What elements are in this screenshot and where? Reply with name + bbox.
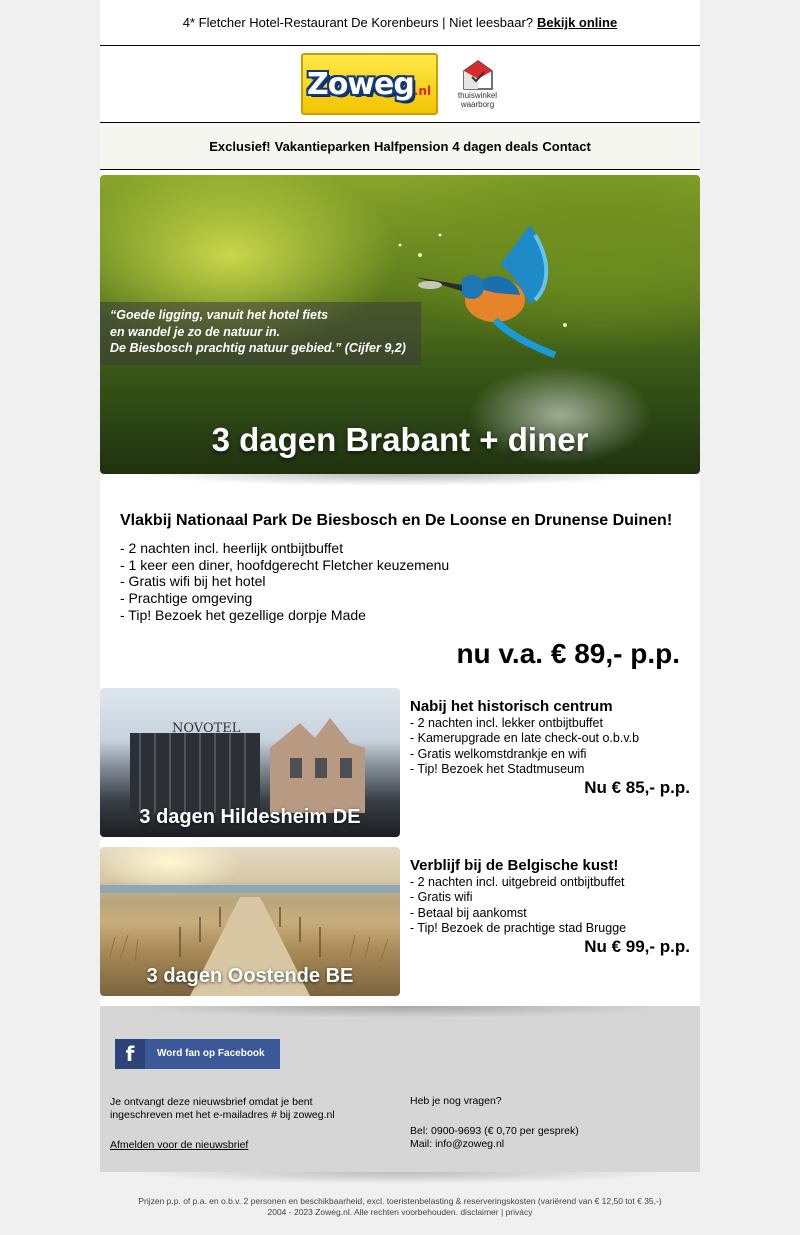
hildesheim-details [400, 688, 700, 837]
facebook-fan-button[interactable] [115, 1039, 280, 1069]
newsletter-text: ingeschreven met het e-mailadres # bij zoweg.nl [110, 1108, 335, 1121]
deal-hildesheim[interactable] [100, 688, 700, 837]
list-item: - Gratis wifi bij het hotel [120, 573, 266, 590]
newsletter-info [110, 1096, 370, 1152]
main-deal-heading: Vlakbij Nationaal Park De Biesbosch en De Loonse en Drunense Duinen! [120, 512, 673, 529]
divider-shadow [100, 474, 700, 504]
list-item: - Gratis wifi [410, 890, 473, 905]
deal-heading: Verblijf bij de Belgische kust! [410, 856, 619, 874]
main-deal [100, 504, 700, 688]
list-item: - 2 nachten incl. uitgebreid ontbijtbuffet [410, 874, 625, 889]
list-item: - 2 nachten incl. heerlijk ontbijtbuffet [120, 540, 344, 556]
nav-halfpension[interactable]: Halfpension [374, 138, 449, 154]
legal-footer [100, 1196, 700, 1218]
newsletter-text: Je ontvangt deze nieuwsbrief omdat je bent [110, 1095, 313, 1108]
preheader [100, 0, 700, 46]
privacy-link[interactable]: privacy [505, 1207, 533, 1217]
quote-line: en wandel je zo de natuur in. [110, 324, 281, 339]
house-icon [461, 59, 495, 91]
nav-vakantieparken[interactable]: Vakantieparken [274, 138, 371, 154]
copyright-line [100, 1207, 700, 1218]
oostende-caption: 3 dagen Oostende BE [146, 964, 354, 987]
footer [100, 1006, 700, 1196]
quote-line: De Biesbosch prachtig natuur gebied.” (Cijfer 9,2) [110, 341, 406, 355]
list-item: - Gratis welkomstdrankje en wifi [410, 746, 587, 761]
list-item: - Tip! Bezoek het gezellige dorpje Made [120, 606, 366, 623]
facebook-label: Word fan op Facebook [157, 1048, 265, 1060]
mail-text[interactable]: Mail: info@zoweg.nl [410, 1137, 505, 1150]
hero-banner[interactable] [100, 175, 700, 474]
hotel-sign: NOVOTEL [172, 720, 241, 736]
list-item: - Kamerupgrade en late check-out o.b.v.b [410, 731, 640, 746]
contact-info [410, 1095, 690, 1151]
logo-brand: Zoweg [306, 66, 414, 102]
thuiswinkel-badge[interactable] [456, 59, 500, 109]
divider-shadow [100, 1006, 700, 1030]
divider-shadow [100, 1172, 700, 1196]
badge-line1: thuiswinkel [457, 91, 498, 100]
facebook-icon: f [115, 1039, 145, 1069]
deal-price[interactable]: Nu € 99,- p.p. [584, 936, 690, 956]
logo-tld: .nl [413, 84, 432, 98]
nav-exclusief[interactable]: Exclusief! [209, 138, 271, 154]
zoweg-logo[interactable] [301, 53, 438, 115]
list-item: - 2 nachten incl. lekker ontbijtbuffet [410, 715, 603, 730]
separator: | [500, 1207, 504, 1217]
hildesheim-caption: 3 dagen Hildesheim DE [139, 805, 361, 828]
deal-oostende[interactable] [100, 847, 700, 996]
copyright-text: 2004 - 2023 Zoweg.nl. Alle rechten voorbehouden. [267, 1207, 458, 1217]
main-deal-bullets [120, 540, 680, 624]
main-nav [100, 123, 700, 170]
main-deal-price[interactable]: nu v.a. € 89,- p.p. [456, 637, 680, 669]
deal-price[interactable]: Nu € 85,- p.p. [584, 777, 690, 797]
quote-line: “Goede ligging, vanuit het hotel fiets [110, 308, 329, 322]
newsletter [100, 0, 700, 1196]
questions-text: Heb je nog vragen? [410, 1094, 502, 1107]
oostende-details [400, 847, 700, 996]
hildesheim-image[interactable] [100, 688, 400, 837]
badge-line2: waarborg [460, 100, 495, 109]
disclaimer-link[interactable]: disclaimer [460, 1207, 499, 1217]
nav-4-dagen-deals[interactable]: 4 dagen deals [452, 138, 539, 154]
price-disclaimer: Prijzen p.p. of p.a. en o.b.v. 2 personen en beschikbaarheid, excl. toeristenbelasting & reserveringskosten (variërend van € 12,50 tot € 35,-) [138, 1196, 662, 1206]
oostende-image[interactable] [100, 847, 400, 996]
list-item: - Tip! Bezoek de prachtige stad Brugge [410, 921, 627, 936]
view-online-link[interactable]: Bekijk online [537, 15, 618, 30]
nav-contact[interactable]: Contact [542, 138, 591, 154]
preheader-text: 4* Fletcher Hotel-Restaurant De Korenbeurs | Niet leesbaar? [182, 15, 534, 30]
hero-title: 3 dagen Brabant + diner [211, 421, 589, 458]
list-item: - Tip! Bezoek het Stadtmuseum [410, 762, 585, 777]
deal-heading: Nabij het historisch centrum [410, 697, 613, 715]
phone-text: Bel: 0900-9693 (€ 0,70 per gesprek) [410, 1124, 579, 1137]
logo-bar [100, 46, 700, 123]
list-item: - 1 keer een diner, hoofdgerecht Fletcher keuzemenu [120, 556, 450, 573]
list-item: - Prachtige omgeving [120, 590, 253, 607]
hero-review-quote [100, 302, 421, 365]
list-item: - Betaal bij aankomst [410, 905, 527, 920]
unsubscribe-link[interactable]: Afmelden voor de nieuwsbrief [110, 1138, 249, 1151]
